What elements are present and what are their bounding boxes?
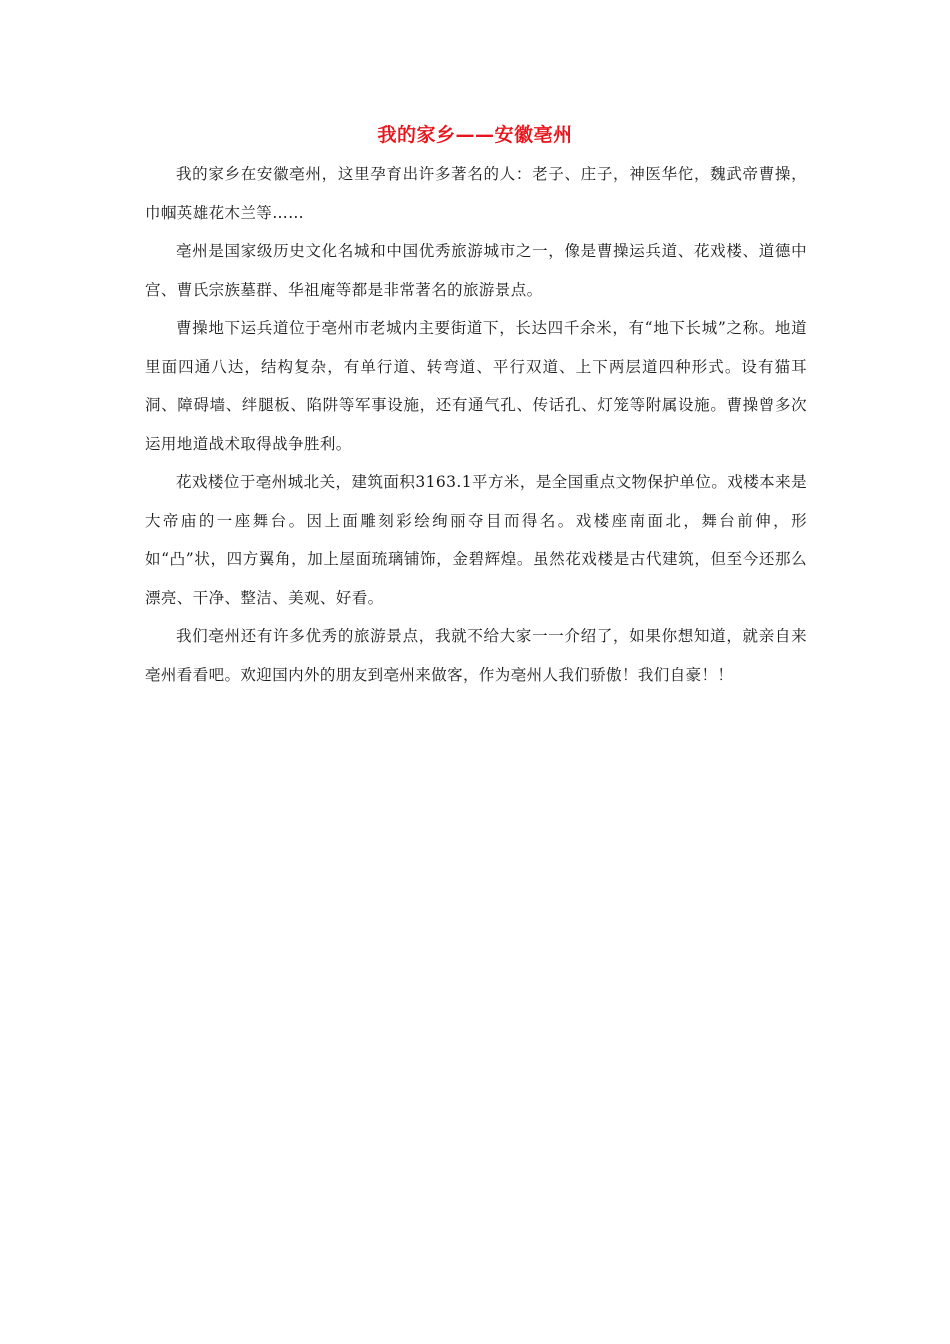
paragraph-tunnel: 曹操地下运兵道位于亳州市老城内主要街道下，长达四千余米，有“地下长城”之称。地道里面四通八达，结构复杂，有单行道、转弯道、平行双道、上下两层道四种形式。设有猫耳洞、障碍墙、绊腿板、陷阱等军事设施，还有通气孔、传话孔、灯笼等附属设施。曹操曾多次运用地道战术取得战争胜利。 [145, 319, 807, 453]
paragraph-intro: 我的家乡在安徽亳州，这里孕育出许多著名的人：老子、庄子，神医华佗，魏武帝曹操，巾帼英雄花木兰等…… [145, 165, 807, 222]
paragraph-opera-tower: 花戏楼位于亳州城北关，建筑面积3163.1平方米，是全国重点文物保护单位。戏楼本来是大帝庙的一座舞台。因上面雕刻彩绘绚丽夺目而得名。戏楼座南面北，舞台前伸，形如“凸”状，四方翼角，加上屋面琉璃铺饰，金碧辉煌。虽然花戏楼是古代建筑，但至今还那么漂亮、干净、整洁、美观、好看。 [145, 473, 807, 607]
document-title: 我的家乡——安徽亳州 [377, 124, 573, 146]
paragraph-closing: 我们亳州还有许多优秀的旅游景点，我就不给大家一一介绍了，如果你想知道，就亲自来亳州看看吧。欢迎国内外的朋友到亳州来做客，作为亳州人我们骄傲！我们自豪！！ [145, 627, 807, 684]
paragraph-attractions: 亳州是国家级历史文化名城和中国优秀旅游城市之一，像是曹操运兵道、花戏楼、道德中宫、曹氏宗族墓群、华祖庵等都是非常著名的旅游景点。 [145, 242, 807, 299]
document-body [145, 155, 807, 694]
